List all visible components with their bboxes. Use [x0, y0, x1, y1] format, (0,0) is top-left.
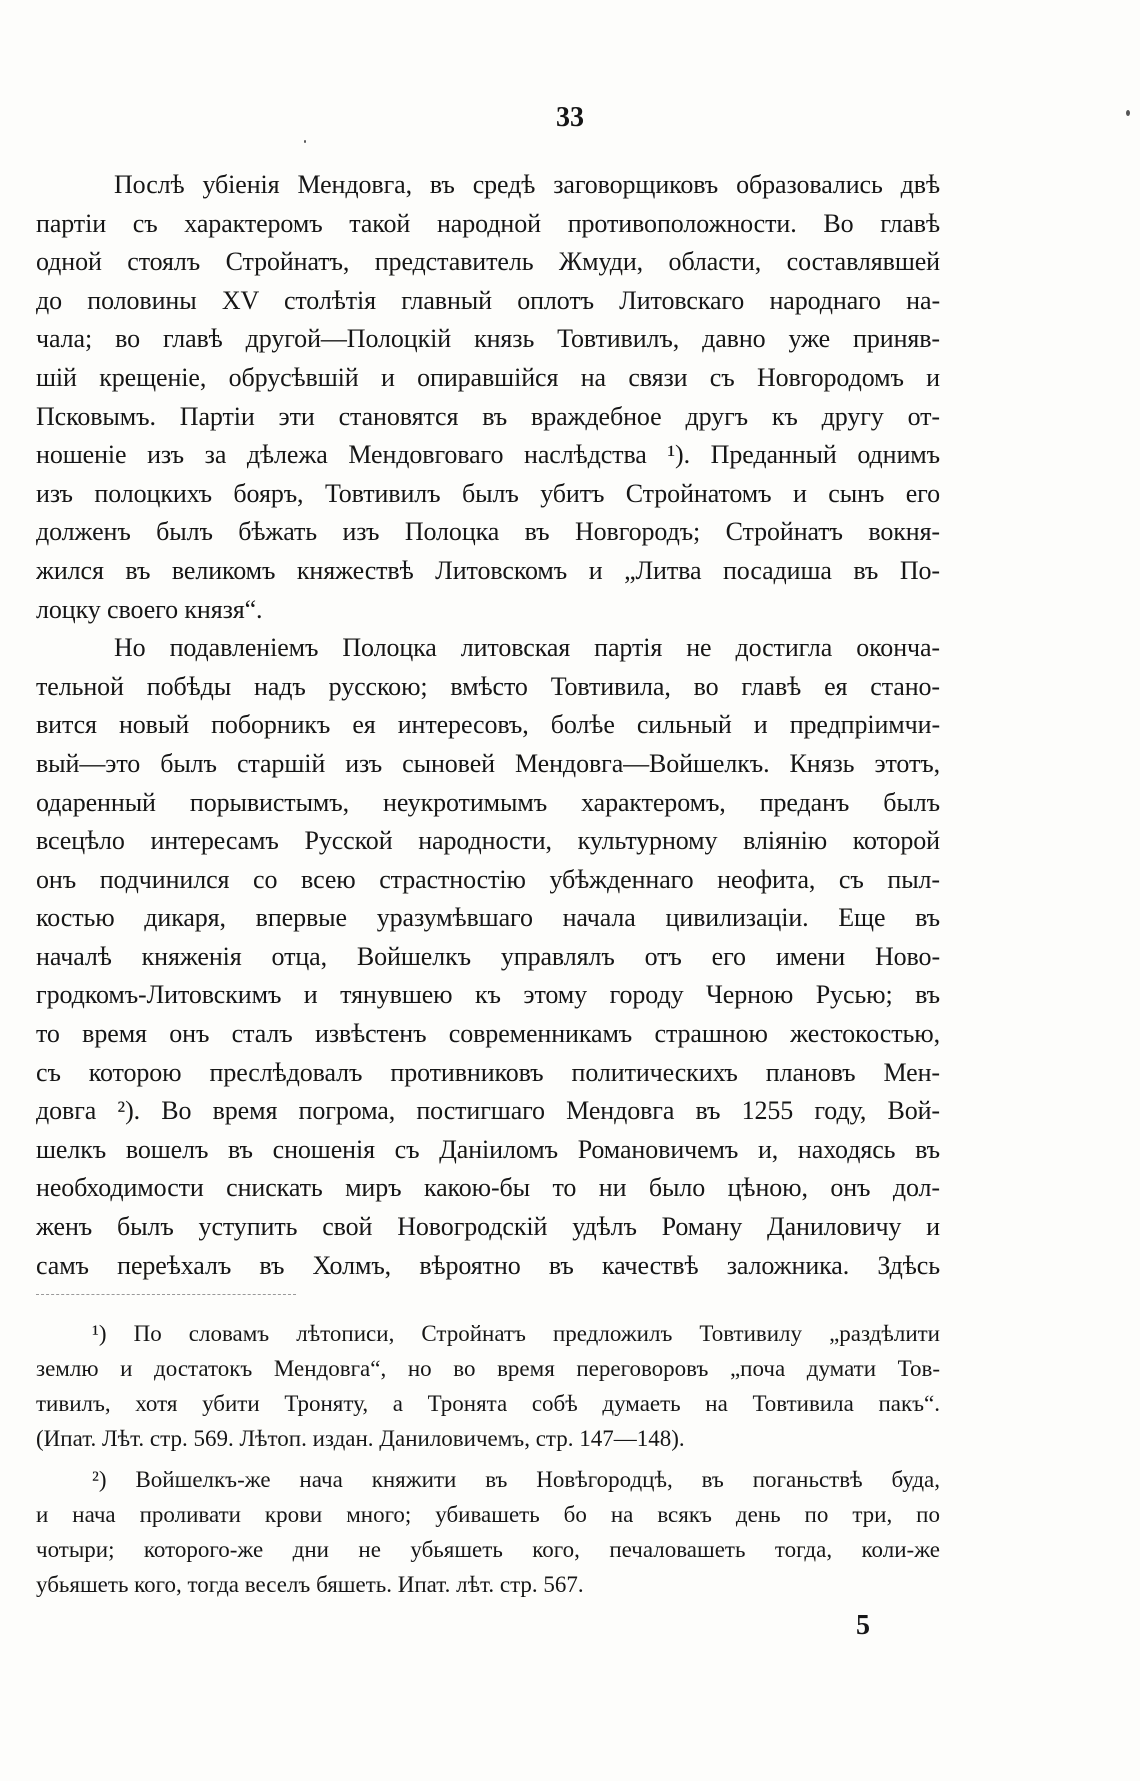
- text-line: Псковымъ. Партіи эти становятся въ враждебное другъ къ другу от-: [36, 401, 940, 431]
- text-line: необходимости снискать миръ какою-бы то ни было цѣною, онъ дол-: [36, 1173, 940, 1203]
- text-line: до половины XV столѣтія главный оплотъ Литовскаго народнаго на-: [36, 285, 940, 315]
- footnote-line: убьяшеть кого, тогда веселъ бяшеть. Ипат. лѣт. стр. 567.: [36, 1572, 584, 1597]
- text-line: довга ²). Во время погрома, постигшаго Мендовга въ 1255 году, Вой-: [36, 1096, 940, 1126]
- text-line: Послѣ убіенія Мендовга, въ средѣ заговорщиковъ образовались двѣ: [114, 170, 940, 199]
- text-line: долженъ былъ бѣжать изъ Полоцка въ Новгородъ; Стройнатъ вокня-: [36, 517, 940, 547]
- text-line: вится новый поборникъ ея интересовъ, болѣе сильный и предпріимчи-: [36, 710, 940, 740]
- scan-speck: [1126, 110, 1130, 116]
- footnotes: [36, 1316, 940, 1602]
- text-line: шій крещеніе, обрусѣвшій и опиравшійся на связи съ Новгородомъ и: [36, 362, 940, 392]
- text-line: то время онъ сталъ извѣстенъ современникамъ страшною жестокостью,: [36, 1019, 940, 1049]
- text-line: тельной побѣды надъ русскою; вмѣсто Товтивила, во главѣ ея стано-: [36, 671, 940, 701]
- footnote-line: ¹) По словамъ лѣтописи, Стройнатъ предложилъ Товтивилу „раздѣлити: [92, 1321, 940, 1346]
- text-line: лоцку своего князя“.: [36, 594, 263, 624]
- scan-speck: [304, 140, 306, 143]
- text-line: съ которою преслѣдовалъ противниковъ политическихъ плановъ Мен-: [36, 1057, 940, 1087]
- page-number: 33: [556, 102, 584, 133]
- main-text: [36, 166, 940, 1285]
- text-line: гродкомъ-Литовскимъ и тянувшею къ этому городу Черною Русью; въ: [36, 980, 940, 1010]
- footnote-line: чотыри; которого-же дни не убьяшеть кого, печаловашеть тогда, коли-же: [36, 1537, 940, 1562]
- text-line: женъ былъ уступить свой Новогродскій удѣлъ Роману Даниловичу и: [36, 1212, 940, 1242]
- text-line: шелкъ вошелъ въ сношенія съ Даніиломъ Романовичемъ и, находясь въ: [36, 1134, 940, 1164]
- footnote-line: ²) Войшелкъ-же нача княжити въ Новѣгородцѣ, въ поганьствѣ буда,: [92, 1467, 940, 1492]
- signature-mark: 5: [856, 1610, 870, 1641]
- footnote-divider: [36, 1294, 296, 1295]
- text-line: чала; во главѣ другой—Полоцкій князь Товтивилъ, давно уже приняв-: [36, 324, 940, 354]
- text-line: самъ переѣхалъ въ Холмъ, вѣроятно въ качествѣ заложника. Здѣсь: [36, 1250, 940, 1280]
- text-line: одной стоялъ Стройнатъ, представитель Жмуди, области, составлявшей: [36, 247, 940, 277]
- footnote-line: тивилъ, хотя убити Троняту, а Тронята собѣ думаеть на Товтивила пакъ“.: [36, 1391, 940, 1416]
- footnote-line: и нача проливати крови много; убивашеть бо на всякъ день по три, по: [36, 1502, 940, 1527]
- footnote-line: землю и достатокъ Мендовга“, но во время переговоровъ „поча думати Тов-: [36, 1356, 940, 1381]
- text-line: всецѣло интересамъ Русской народности, культурному вліянію которой: [36, 826, 940, 856]
- text-line: жился въ великомъ княжествѣ Литовскомъ и „Литва посадиша въ По-: [36, 555, 940, 585]
- text-line: онъ подчинился со всею страстностію убѣжденнаго неофита, съ пыл-: [36, 864, 940, 894]
- text-line: одаренный порывистымъ, неукротимымъ характеромъ, преданъ былъ: [36, 787, 940, 817]
- text-line: костью дикаря, впервые уразумѣвшаго начала цивилизаціи. Еще въ: [36, 903, 940, 933]
- text-line: вый—это былъ старшій изъ сыновей Мендовга—Войшелкъ. Князь этотъ,: [36, 748, 940, 778]
- text-line: началѣ княженія отца, Войшелкъ управлялъ отъ его имени Ново-: [36, 941, 940, 971]
- footnote-line: (Ипат. Лѣт. стр. 569. Лѣтоп. издан. Даниловичемъ, стр. 147—148).: [36, 1426, 685, 1451]
- text-line: партіи съ характеромъ такой народной противоположности. Во главѣ: [36, 208, 940, 238]
- text-line: Но подавленіемъ Полоцка литовская партія не достигла оконча-: [114, 633, 940, 663]
- text-line: изъ полоцкихъ бояръ, Товтивилъ былъ убитъ Стройнатомъ и сынъ его: [36, 478, 940, 508]
- text-line: ношеніе изъ за дѣлежа Мендовговаго наслѣдства ¹). Преданный однимъ: [36, 440, 940, 470]
